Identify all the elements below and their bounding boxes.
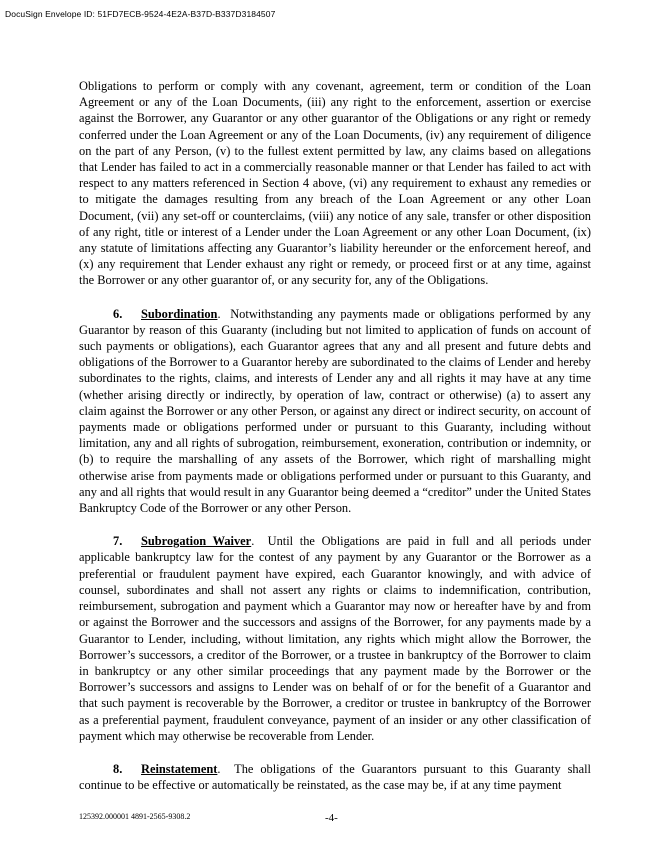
document-body — [79, 78, 591, 810]
section-heading: Subrogation Waiver — [141, 534, 252, 549]
section-6: 6. Subordination. Notwithstanding any payments made or obligations performed by any Guarantor by reason of this Guaranty (including but not limited to application of funds on account of such payments or obligations), each Guarantor agrees that any and all present and future debts and obligations of the Borrower to a Guarantor hereby are subordinated to the claims of Lender and hereby subordinates to the rights, claims, and interests of Lender any and all rights it may have at any time (whether arising directly or indirectly, by operation of law, contract or otherwise) (a) to assert any claim against the Borrower or any other Person, or against any direct or indirect security, on account of payments made or obligations performed under or pursuant to this Guaranty, including without limitation, any and all rights of subrogation, reimbursement, exoneration, contribution or indemnity, or (b) to require the marshalling of any assets of the Borrower, which right of marshalling might otherwise arise from payments made or obligations performed under or pursuant to this Guaranty, and any and all rights that would result in any Guarantor being deemed a “creditor” under the United States Bankruptcy Code of the Borrower or any other Person. — [79, 306, 591, 516]
section-body: The obligations of the Guarantors pursuant to this Guaranty shall continue to be effective or automatically be reinstated, as the case may be, if at any time payment — [79, 761, 592, 793]
section-heading: Subordination — [141, 306, 218, 321]
section-7: 7. Subrogation Waiver. Until the Obligations are paid in full and all periods under applicable bankruptcy law for the contest of any payment by any Guarantor or the Borrower as a preferential or fraudulent payment have expired, each Guarantor knowingly, and with advice of counsel, subordinates and shall not assert any rights or claims to indemnification, contribution, reimbursement, subrogation and payment which a Guarantor may now or hereafter have by and from or against the Borrower and the successors and assigns of the Borrower, for any payments made by a Guarantor to Lender, including, without limitation, any rights which might allow the Borrower, the Borrower’s successors, a creditor of the Borrower, or a trustee in bankruptcy of the Borrower to claim in bankruptcy or any other similar proceedings that any payment made by the Borrower or the Borrower’s successors and assigns to Lender was on behalf of or for the benefit of a Guarantor and that such payment is recoverable by the Borrower, a creditor or trustee in bankruptcy of the Borrower as a preferential payment, fraudulent conveyance, payment of an insider or any other classification of payment which may otherwise be recoverable from Lender. — [79, 534, 592, 743]
section-heading: Reinstatement — [141, 761, 218, 776]
envelope-id: DocuSign Envelope ID: 51FD7ECB-9524-4E2A-B37D-B337D3184507 — [5, 9, 276, 19]
section-number: 7. — [113, 534, 123, 549]
document-number: 125392.000001 4891-2565-9308.2 — [79, 812, 191, 821]
paragraph-continuation: Obligations to perform or comply with any covenant, agreement, term or condition of the Loan Agreement or any of the Loan Documents, (iii) any right to the enforcement, assertion or exercise against the Borrower, any Guarantor or any other guarantor of the Obligations or any right or remedy conferred under the Loan Agreement or any of the Loan Documents, (iv) any requirement of diligence on the part of any Person, (v) to the fullest extent permitted by law, any claims based on allegations that Lender has failed to act in a commercially reasonable manner or that Lender has failed to act with respect to any matters referenced in Section 4 above, (vi) any requirement to exhaust any remedies or to mitigate the damages resulting from any breach of the Loan Agreement or any other Loan Document, (vii) any set-off or counterclaims, (viii) any notice of any sale, transfer or other disposition of any right, title or interest of a Lender under the Loan Agreement or any other Loan Document, (ix) any statute of limitations affecting any Guarantor’s liability hereunder or the enforcement hereof, and (x) any requirement that Lender exhaust any right or remedy, or proceed first or at any time, against the Borrower or any other guarantor of, or any security for, any of the Obligations. — [79, 79, 591, 288]
section-number: 6. — [113, 306, 123, 321]
section-number: 8. — [113, 761, 123, 776]
page-number: -4- — [325, 812, 338, 824]
section-body: Until the Obligations are paid in full and all periods under applicable bankruptcy law for the contest of any payment by any Guarantor or the Borrower as a preferential or fraudulent payment have expired, each Guarantor knowingly, and with advice of counsel, subordinates and shall not assert any rights or claims to indemnification, contribution, reimbursement, subrogation and payment which a Guarantor may now or hereafter have by and from or against the Borrower and the successors and assigns of the Borrower, for any payments made by a Guarantor to Lender, including, without limitation, any rights which might allow the Borrower, the Borrower’s successors, a creditor of the Borrower, or a trustee in bankruptcy of the Borrower to claim in bankruptcy or any other similar proceedings that any payment made by the Borrower or the Borrower’s successors and assigns to Lender was on behalf of or for the benefit of a Guarantor and that such payment is recoverable by the Borrower, a creditor or trustee in bankruptcy of the Borrower as a preferential payment, fraudulent conveyance, payment of an insider or any other classification of payment which may otherwise be recoverable from Lender. — [79, 534, 592, 743]
section-body: Notwithstanding any payments made or obligations performed by any Guarantor by reason of this Guaranty (including but not limited to application of funds on account of such payments or obligations), each Guarantor agrees that any and all present and future debts and obligations of the Borrower to a Guarantor hereby are subordinated to the claims of Lender and hereby subordinates to the rights, claims, and interests of Lender any and all rights it may have at any time (whether arising directly or indirectly, by operation of law, contract or otherwise) (a) to assert any claim against the Borrower or any other Person, or against any direct or indirect security, on account of payments made or obligations performed under or pursuant to this Guaranty, including without limitation, any and all rights of subrogation, reimbursement, exoneration, contribution or indemnity, or (b) to require the marshalling of any assets of the Borrower, which right of marshalling might otherwise arise from payments made or obligations performed under or pursuant to this Guaranty, and any and all rights that would result in any Guarantor being deemed a “creditor” under the United States Bankruptcy Code of the Borrower or any other Person. — [79, 306, 591, 516]
section-8: 8. Reinstatement. The obligations of the Guarantors pursuant to this Guaranty shall continue to be effective or automatically be reinstated, as the case may be, if at any time payment — [79, 761, 592, 793]
